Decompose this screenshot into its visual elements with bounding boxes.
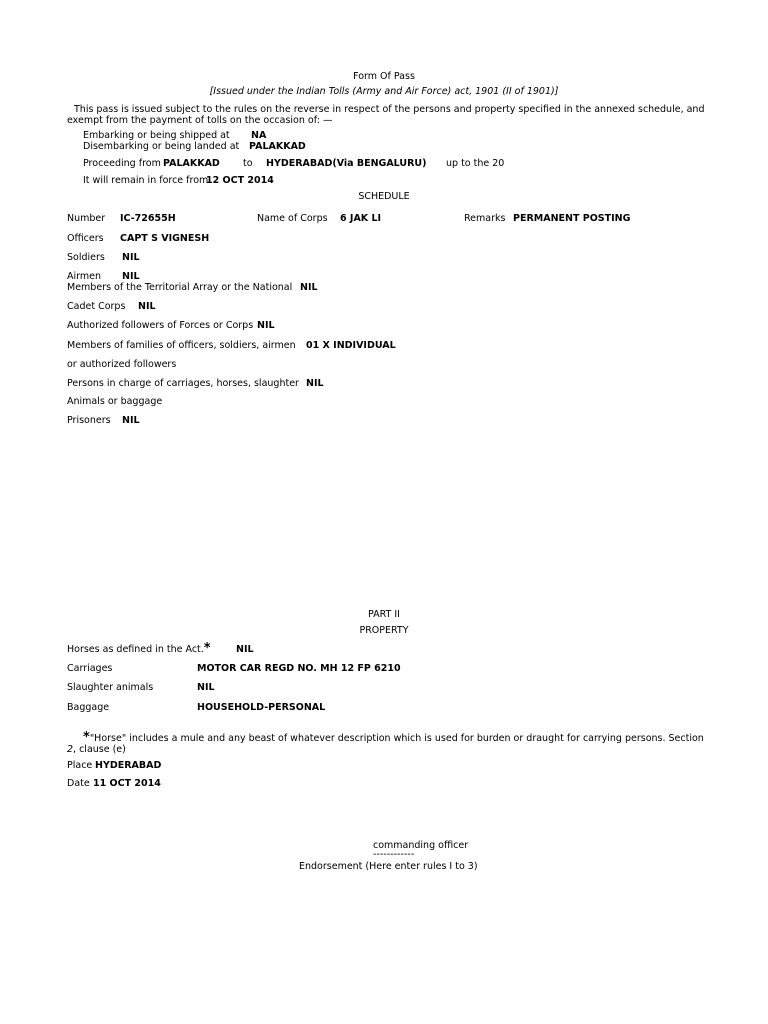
carriages-value: MOTOR CAR REGD NO. MH 12 FP 6210 <box>197 663 401 674</box>
slaughter-label: Slaughter animals <box>67 682 154 693</box>
carriages-label: Carriages <box>67 663 113 674</box>
footnote-line-2 <box>67 744 126 755</box>
animals-label: Animals or baggage <box>67 396 163 407</box>
officers-label: Officers <box>67 233 104 244</box>
footnote-section-number: 2 <box>67 744 74 755</box>
commanding-officer: commanding officer <box>373 840 469 851</box>
date-label: Date <box>67 778 90 789</box>
prisoners-label: Prisoners <box>67 415 111 426</box>
date-value: 11 OCT 2014 <box>93 778 161 789</box>
proceeding-to-label: to <box>243 158 253 169</box>
horses-label-text: Horses as defined in the Act. <box>67 644 204 655</box>
in-force-value: 12 OCT 2014 <box>206 175 274 186</box>
horses-value: NIL <box>236 644 254 655</box>
place-label: Place <box>67 760 93 771</box>
schedule-heading: SCHEDULE <box>358 191 410 202</box>
prisoners-value: NIL <box>122 415 140 426</box>
carriages-persons-value: NIL <box>306 378 324 389</box>
part2-heading: PART II <box>368 609 400 620</box>
corps-value: 6 JAK LI <box>340 213 382 224</box>
disembarking-value: PALAKKAD <box>249 141 306 152</box>
form-title: Form Of Pass <box>353 71 415 82</box>
baggage-value: HOUSEHOLD-PERSONAL <box>197 702 326 713</box>
soldiers-label: Soldiers <box>67 252 105 263</box>
families-label-2: or authorized followers <box>67 359 177 370</box>
footnote-marker: * <box>83 730 90 745</box>
number-label: Number <box>67 213 106 224</box>
baggage-label: Baggage <box>67 702 110 713</box>
in-force-label: It will remain in force from <box>83 175 209 186</box>
remarks-value: PERMANENT POSTING <box>513 213 631 224</box>
followers-value: NIL <box>257 320 275 331</box>
soldiers-value: NIL <box>122 252 140 263</box>
officers-value: CAPT S VIGNESH <box>120 233 210 244</box>
cadet-value: NIL <box>138 301 156 312</box>
footnote-clause: , clause (e) <box>73 744 126 755</box>
embarking-label: Embarking or being shipped at <box>83 130 230 141</box>
followers-label: Authorized followers of Forces or Corps <box>67 320 254 331</box>
endorsement: Endorsement (Here enter rules I to 3) <box>299 861 478 872</box>
proceeding-from-value: PALAKKAD <box>163 158 220 169</box>
embarking-value: NA <box>251 130 267 141</box>
slaughter-value: NIL <box>197 682 215 693</box>
intro-line-1: This pass is issued subject to the rules on the reverse in respect of the persons and property specified in the annexed schedule, and <box>74 104 705 115</box>
families-value: 01 X INDIVIDUAL <box>306 340 396 351</box>
upto-label: up to the 20 <box>446 158 505 169</box>
proceeding-label: Proceeding from <box>83 158 161 169</box>
territorial-value: NIL <box>300 282 318 293</box>
disembarking-label: Disembarking or being landed at <box>83 141 240 152</box>
airmen-value: NIL <box>122 271 140 282</box>
horses-label <box>67 641 211 656</box>
proceeding-to-value: HYDERABAD(Via BENGALURU) <box>266 158 427 169</box>
footnote-line-1 <box>83 730 704 745</box>
horses-footnote-marker: * <box>203 641 211 656</box>
corps-label: Name of Corps <box>257 213 328 224</box>
number-value: IC-72655H <box>120 213 176 224</box>
remarks-label: Remarks <box>464 213 506 224</box>
form-subtitle: [Issued under the Indian Tolls (Army and Air Force) act, 1901 (II of 1901)] <box>209 86 559 97</box>
cadet-label: Cadet Corps <box>67 301 126 312</box>
place-value: HYDERABAD <box>95 760 162 771</box>
carriages-persons-label: Persons in charge of carriages, horses, slaughter <box>67 378 299 389</box>
airmen-label: Airmen <box>67 271 101 282</box>
part2-subheading: PROPERTY <box>359 625 409 636</box>
territorial-label: Members of the Territorial Array or the National <box>67 282 293 293</box>
intro-line-2: exempt from the payment of tolls on the occasion of: — <box>67 115 333 126</box>
footnote-text: "Horse" includes a mule and any beast of whatever description which is used for burden or draught for carrying persons. Section <box>89 733 704 744</box>
signature-dashes: ------------ <box>373 849 415 860</box>
families-label: Members of families of officers, soldiers, airmen <box>67 340 296 351</box>
